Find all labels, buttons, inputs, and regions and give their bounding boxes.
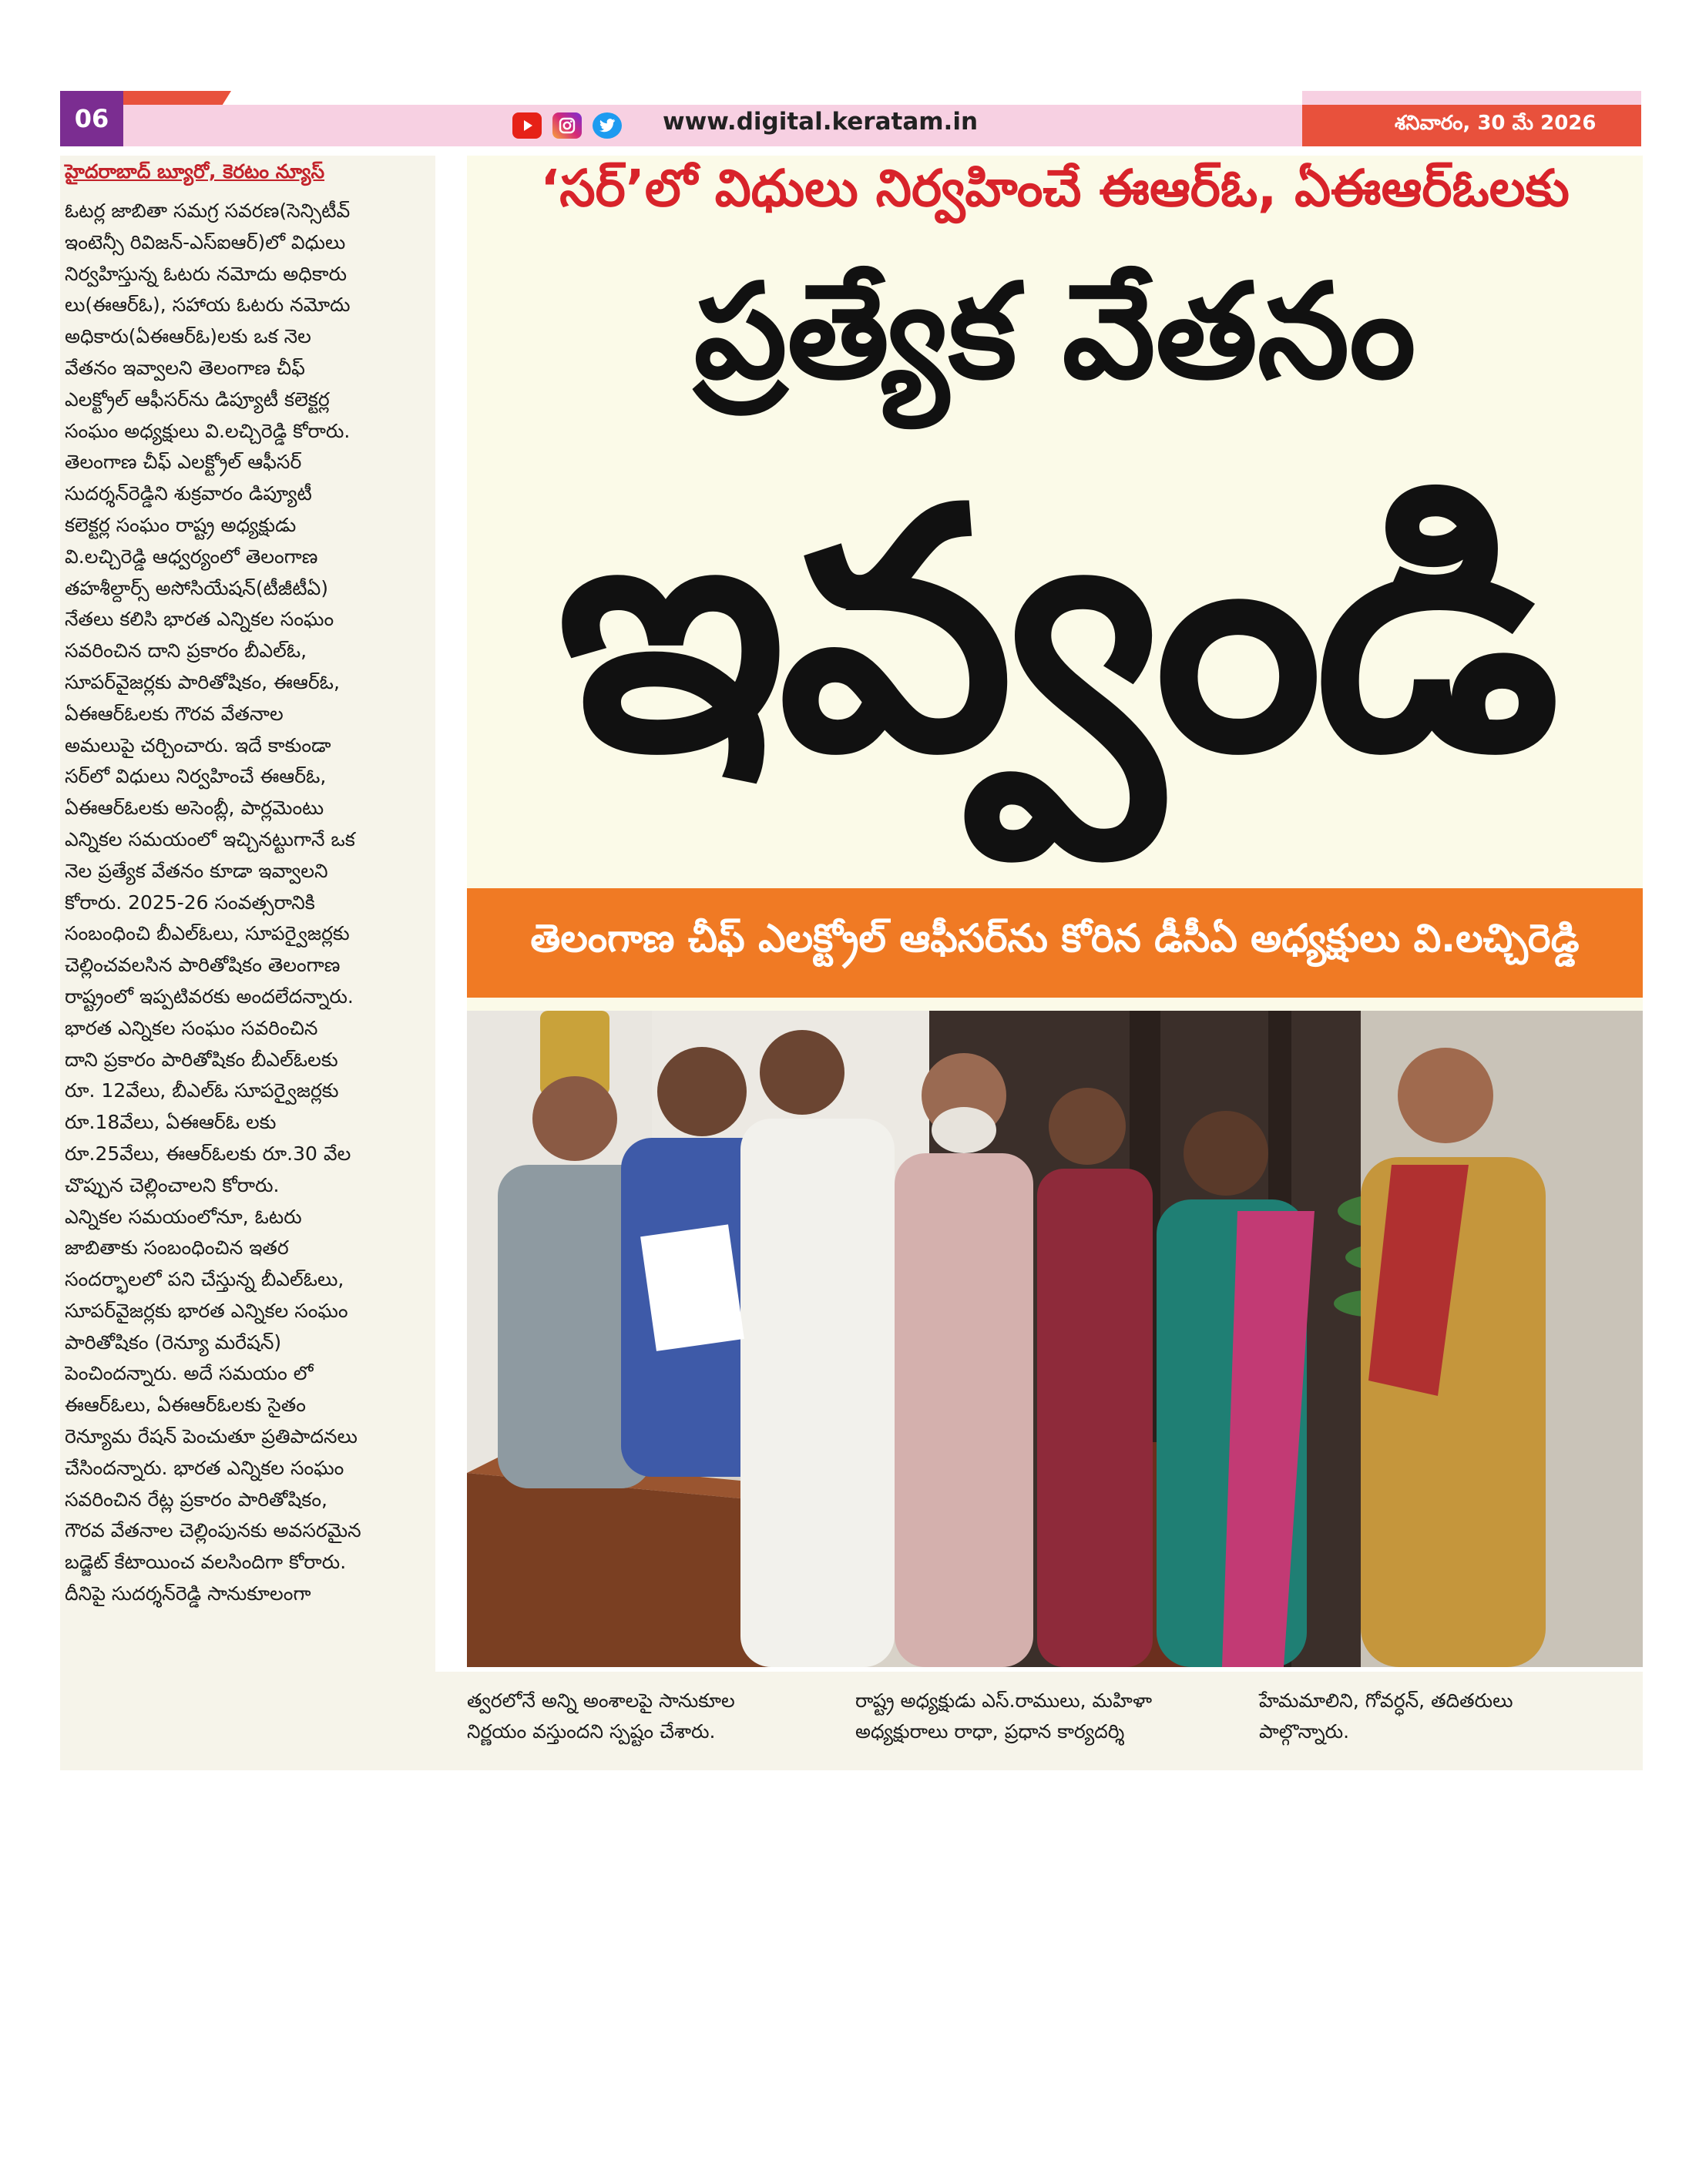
page-number: 06 (60, 91, 123, 146)
body-line: సర్‌లో విధులు నిర్వహించే ఈఆర్ఓ, (65, 765, 327, 788)
subheadline: తెలంగాణ చీఫ్ ఎలక్ట్రోల్ ఆఫీసర్‌ను కోరిన డీసీఏ అధ్యక్షులు వి.లచ్చిరెడ్డి (467, 888, 1643, 998)
website-link[interactable]: www.digital.keratam.in (663, 108, 979, 136)
body-line: చెల్లించవలసిన పారితోషికం తెలంగాణ (65, 954, 341, 977)
body-line: సంఘం అధ్యక్షులు వి.లచ్చిరెడ్డి కోరారు. (65, 419, 351, 442)
body-line: బడ్జెట్ కేటాయించ వలసిందిగా కోరారు. (65, 1551, 347, 1574)
body-line: సవరించిన రేట్ల ప్రకారం పారితోషికం, (65, 1488, 327, 1511)
body-line: సూపర్‌వైజర్లకు పారితోషికం, ఈఆర్ఓ, (65, 670, 340, 693)
body-line: సంబంధించి బీఎల్ఓలు, సూపర్వైజర్లకు (65, 922, 350, 945)
instagram-icon[interactable] (552, 112, 582, 139)
body-line: వి.లచ్చిరెడ్డి ఆధ్వర్యంలో తెలంగాణ (65, 545, 318, 568)
body-line: గౌరవ వేతనాల చెల్లింపునకు అవసరమైన (65, 1519, 361, 1542)
body-line: సూపర్‌వైజర్లకు భారత ఎన్నికల సంఘం (65, 1299, 348, 1322)
body-line: సవరించిన దాని ప్రకారం బీఎల్ఓ, (65, 639, 307, 663)
body-line: సుదర్శన్‌రెడ్డిని శుక్రవారం డిప్యూటీ (65, 482, 312, 505)
body-line: తహశీల్దార్స్ అసోసియేషన్(టీజీటీఏ) (65, 576, 329, 599)
headline-line-2: ఇవ్వండి (557, 439, 1553, 824)
caption-line: అధ్యక్షురాలు రాధా, ప్రధాన కార్యదర్శి (855, 1720, 1125, 1743)
caption-line: రాష్ట్ర అధ్యక్షుడు ఎస్.రాములు, మహిళా (855, 1689, 1153, 1712)
body-line: ఇంటెన్సీ రివిజన్-ఎస్ఐఆర్)లో విధులు (65, 230, 346, 253)
body-line: చొప్పున చెల్లించాలని కోరారు. (65, 1173, 280, 1196)
headline-line-1: ప్రత్యేక వేతనం (693, 254, 1416, 408)
body-line: వేతనం ఇవ్వాలని తెలంగాణ చీఫ్ (65, 356, 305, 379)
body-line: రూ.18వేలు, ఏఈఆర్ఓ లకు (65, 1111, 277, 1134)
body-line: నేతలు కలిసి భారత ఎన్నికల సంఘం (65, 608, 334, 631)
caption-column-3 (1259, 1686, 1621, 1747)
body-line: పారితోషికం (రెన్యూ మరేషన్) (65, 1330, 282, 1354)
body-line: ఎలక్ట్రోల్ ఆఫీసర్‌ను డిప్యూటీ కలెక్టర్ల (65, 387, 330, 411)
body-line: జాబితాకు సంబంధించిన ఇతర (65, 1236, 289, 1260)
header-date-accent (1302, 91, 1641, 105)
caption-column-1 (467, 1686, 829, 1747)
body-line: రెన్యూమ రేషన్ పెంచుతూ ప్రతిపాదనలు (65, 1425, 358, 1448)
body-line: అమలుపై చర్చించారు. ఇదే కాకుండా (65, 733, 331, 757)
caption-line: పాల్గొన్నారు. (1259, 1720, 1350, 1743)
article-body (65, 196, 428, 1610)
body-line: పెంచిందన్నారు. అదే సమయం లో (65, 1362, 314, 1385)
body-line: దీనిపై సుదర్శన్‌రెడ్డి సానుకూలంగా (65, 1582, 311, 1605)
header-accent-bar (123, 91, 231, 105)
issue-date: శనివారం, 30 మే 2026 (1302, 105, 1641, 146)
body-line: రూ. 12వేలు, బీఎల్ఓ సూపర్వైజర్లకు (65, 1079, 339, 1102)
body-line: ఎన్నికల సమయంలోనూ, ఓటరు (65, 1205, 302, 1228)
body-line: నెల ప్రత్యేక వేతనం కూడా ఇవ్వాలని (65, 859, 328, 882)
news-photo (467, 1011, 1643, 1667)
body-line: భారత ఎన్నికల సంఘం సవరించిన (65, 1016, 318, 1039)
twitter-icon[interactable] (593, 112, 622, 139)
kicker-headline: ‘సర్’లో విధులు నిర్వహించే ఈఆర్‌ఓ, ఏఈఆర్‌ఓలకు (540, 159, 1570, 218)
body-line: చేసిందన్నారు. భారత ఎన్నికల సంఘం (65, 1456, 344, 1479)
body-line: లు(ఈఆర్ఓ), సహాయ ఓటరు నమోదు (65, 294, 351, 317)
body-line: దాని ప్రకారం పారితోషికం బీఎల్ఓలకు (65, 1048, 338, 1071)
body-line: ఈఆర్ఓలు, ఏఈఆర్ఓలకు సైతం (65, 1394, 306, 1417)
body-line: కలెక్టర్ల సంఘం రాష్ట్ర అధ్యక్షుడు (65, 513, 297, 536)
caption-line: త్వరలోనే అన్ని అంశాలపై సానుకూల (467, 1689, 735, 1712)
caption-line: నిర్ణయం వస్తుందని స్పష్టం చేశారు. (467, 1720, 716, 1743)
body-line: కోరారు. 2025-26 సంవత్సరానికి (65, 891, 315, 914)
caption-line: హేమమాలిని, గోవర్ధన్, తదితరులు (1259, 1689, 1513, 1712)
byline: హైదరాబాద్ బ్యూరో, కెరటం న్యూస్ (65, 160, 325, 183)
body-line: రాష్ట్రంలో ఇప్పటివరకు అందలేదన్నారు. (65, 985, 354, 1008)
body-line: సందర్భాలలో పని చేస్తున్న బీఎల్ఓలు, (65, 1268, 344, 1291)
body-line: ఏఈఆర్ఓలకు అసెంబ్లీ, పార్లమెంటు (65, 797, 324, 820)
body-line: రూ.25వేలు, ఈఆర్ఓలకు రూ.30 వేల (65, 1142, 351, 1165)
youtube-icon[interactable] (512, 112, 542, 139)
body-line: తెలంగాణ చీఫ్ ఎలక్ట్రోల్ ఆఫీసర్ (65, 451, 302, 474)
body-line: ఓటర్ల జాబితా సమగ్ర సవరణ(సెన్సిటీవ్ (65, 200, 351, 222)
body-line: ఎన్నికల సమయంలో ఇచ్చినట్టుగానే ఒక (65, 827, 355, 850)
body-line: ఏఈఆర్ఓలకు గౌరవ వేతనాల (65, 702, 284, 725)
body-line: నిర్వహిస్తున్న ఓటరు నమోదు అధికారు (65, 262, 348, 285)
caption-column-2 (855, 1686, 1217, 1747)
body-line: అధికారు(ఏఈఆర్ఓ)లకు ఒక నెల (65, 325, 311, 348)
